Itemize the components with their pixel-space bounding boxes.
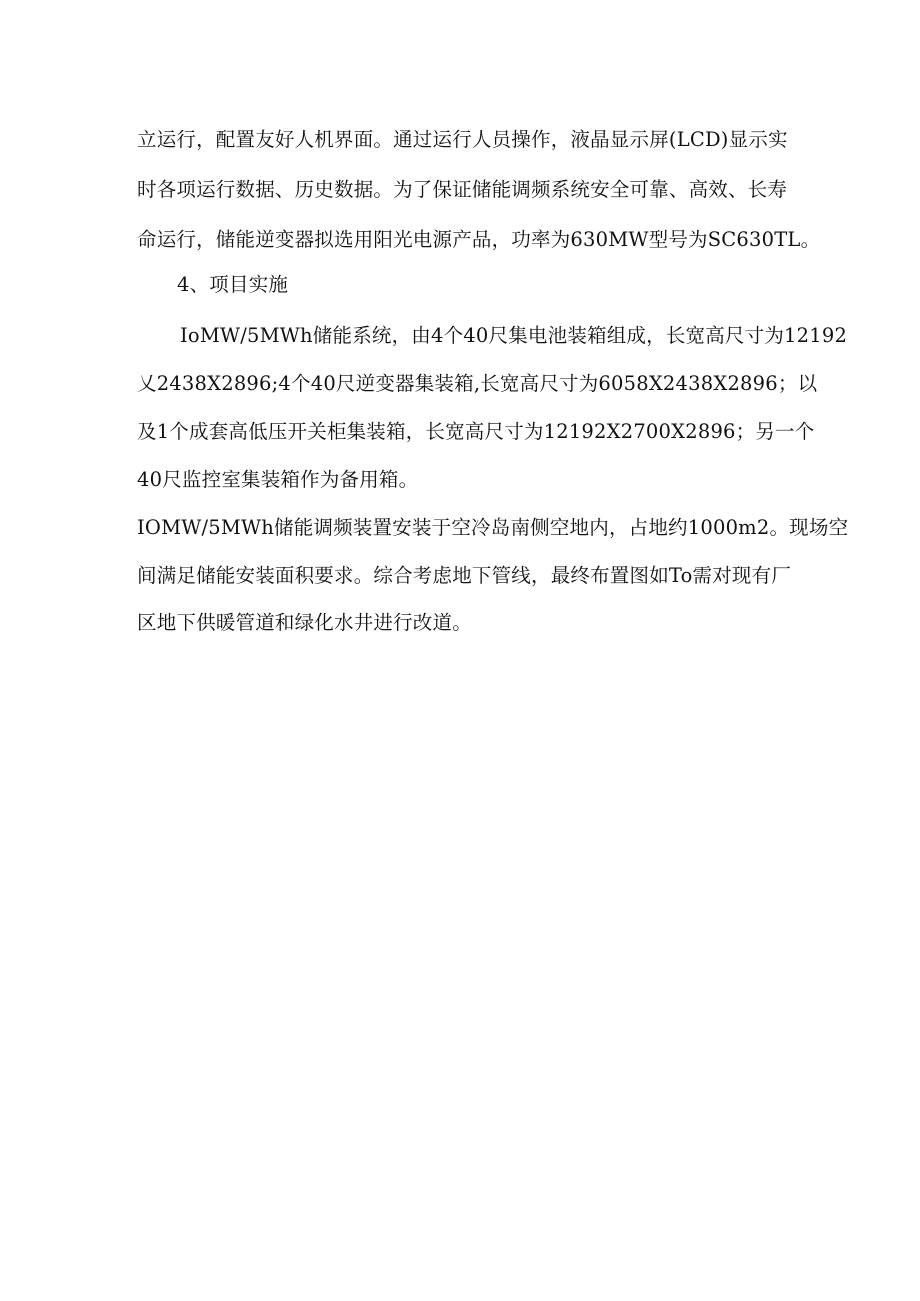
section-heading: 4、项目实施 — [177, 273, 289, 296]
paragraph-line: 间满足储能安装面积要求。综合考虑地下管线，最终布置图如To需对现有厂 — [137, 564, 792, 587]
paragraph-line: IoMW/5MWh储能系统，由4个40尺集电池装箱组成，长宽高尺寸为12192 — [180, 324, 848, 347]
paragraph-line: 区地下供暖管道和绿化水井进行改道。 — [137, 611, 472, 634]
paragraph-line: 时各项运行数据、历史数据。为了保证储能调频系统安全可靠、高效、长寿 — [137, 178, 788, 201]
paragraph-line: 及1个成套高低压开关柜集装箱，长宽高尺寸为12192X2700X2896；另一个 — [137, 420, 815, 443]
paragraph-line: 立运行，配置友好人机界面。通过运行人员操作，液晶显示屏(LCD)显示实 — [137, 128, 788, 151]
paragraph-line: 命运行，储能逆变器拟选用阳光电源产品，功率为630MW型号为SC630TL。 — [137, 228, 821, 251]
paragraph-line: 乂2438X2896;4个40尺逆变器集装箱,长宽高尺寸为6058X2438X2896；以 — [137, 372, 818, 395]
paragraph-line: IOMW/5MWh储能调频装置安装于空冷岛南侧空地内，占地约1000m2。现场空 — [137, 516, 849, 539]
paragraph-line: 40尺监控室集装箱作为备用箱。 — [137, 468, 419, 491]
